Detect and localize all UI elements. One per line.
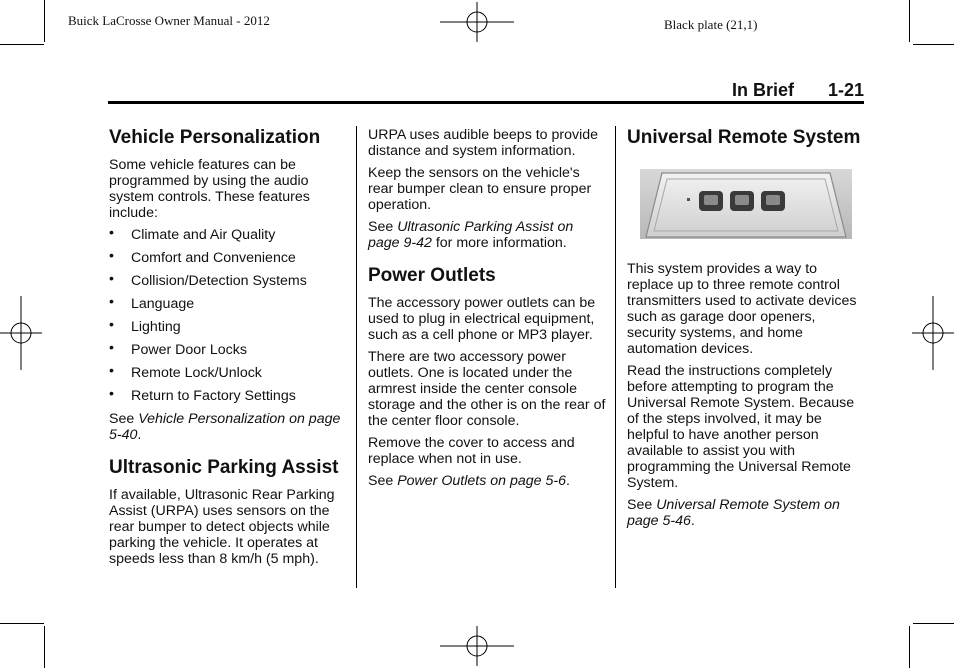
- cross-reference: See Vehicle Personalization on page 5-40.: [109, 411, 341, 443]
- column-divider: [356, 126, 357, 588]
- list-item: • Collision/Detection Systems: [109, 271, 307, 289]
- running-header-left: Buick LaCrosse Owner Manual - 2012: [68, 13, 270, 28]
- bullet-icon: •: [109, 363, 114, 379]
- cross-reference-link[interactable]: Power Outlets on page 5-6: [397, 473, 566, 489]
- section-title: In Brief: [731, 80, 794, 100]
- universal-remote-illustration: [640, 169, 852, 239]
- paragraph: Some vehicle features can be programmed by using the audio system controls. These features include:: [109, 157, 310, 221]
- registration-target-icon: [0, 296, 42, 370]
- column-divider: [615, 126, 616, 588]
- registration-target-icon: [440, 626, 514, 666]
- paragraph: The accessory power outlets can be used to plug in electrical equipment, such as a cell phone or MP3 player.: [368, 295, 596, 343]
- crop-mark: [0, 44, 44, 45]
- registration-target-icon: [440, 2, 514, 42]
- paragraph: Read the instructions completely before attempting to program the Universal Remote System. Because of the steps involved, it may be helpful to have another person available to assist you with programming the Universal Remote System.: [627, 363, 855, 491]
- cross-reference-link[interactable]: Vehicle Personalization on page 5-40: [109, 411, 341, 443]
- paragraph: This system provides a way to replace up to three remote control transmitters used to activate devices such as garage door openers, security systems, and home automation devices.: [627, 261, 857, 357]
- crop-mark: [0, 623, 44, 624]
- list-item: • Return to Factory Settings: [109, 386, 296, 404]
- list-item: • Language: [109, 294, 195, 312]
- crop-mark: [44, 0, 45, 42]
- heading-power-outlets: Power Outlets: [368, 265, 496, 286]
- registration-target-icon: [912, 296, 954, 370]
- paragraph: There are two accessory power outlets. One is located under the armrest inside the center console storage and the other is on the rear of the center floor console.: [368, 349, 606, 429]
- bullet-icon: •: [109, 225, 114, 241]
- cross-reference-link[interactable]: Ultrasonic Parking Assist on page 9-42: [368, 219, 574, 251]
- list-item: • Power Door Locks: [109, 340, 247, 358]
- paragraph: Keep the sensors on the vehicle's rear bumper clean to ensure proper operation.: [368, 165, 592, 213]
- paragraph: URPA uses audible beeps to provide distance and system information.: [368, 127, 599, 159]
- bullet-icon: •: [109, 386, 114, 402]
- list-item: • Climate and Air Quality: [109, 225, 276, 243]
- column-2: [368, 127, 608, 495]
- crop-mark: [909, 0, 910, 42]
- cross-reference: See Ultrasonic Parking Assist on page 9-42 for more information.: [368, 219, 574, 251]
- bullet-icon: •: [109, 248, 114, 264]
- cross-reference-link[interactable]: Universal Remote System on page 5-46: [627, 497, 840, 529]
- bullet-icon: •: [109, 317, 114, 333]
- heading-universal-remote-system: Universal Remote System: [627, 127, 861, 148]
- page-number: 1-21: [827, 80, 864, 100]
- cross-reference: See Universal Remote System on page 5-46.: [627, 497, 840, 529]
- list-item: • Remote Lock/Unlock: [109, 363, 262, 381]
- paragraph: Remove the cover to access and replace when not in use.: [368, 435, 575, 467]
- column-1: [109, 127, 347, 573]
- running-header-right: Black plate (21,1): [664, 17, 758, 32]
- heading-ultrasonic-parking-assist: Ultrasonic Parking Assist: [109, 457, 339, 478]
- cross-reference: See Power Outlets on page 5-6.: [368, 473, 570, 489]
- list-item: • Lighting: [109, 317, 181, 335]
- crop-mark: [909, 626, 910, 668]
- heading-vehicle-personalization: Vehicle Personalization: [109, 127, 321, 148]
- bullet-icon: •: [109, 340, 114, 356]
- crop-mark: [913, 623, 954, 624]
- column-3: [627, 127, 864, 535]
- list-item: • Comfort and Convenience: [109, 248, 296, 266]
- feature-list: [109, 227, 347, 404]
- header-rule: [108, 101, 864, 104]
- page-header: [108, 80, 864, 102]
- paragraph: If available, Ultrasonic Rear Parking Assist (URPA) uses sensors on the rear bumper to detect objects while parking the vehicle. It operates at speeds less than 8 km/h (5 mph).: [109, 487, 335, 567]
- bullet-icon: •: [109, 294, 114, 310]
- crop-mark: [44, 626, 45, 668]
- bullet-icon: •: [109, 271, 114, 287]
- crop-mark: [913, 44, 954, 45]
